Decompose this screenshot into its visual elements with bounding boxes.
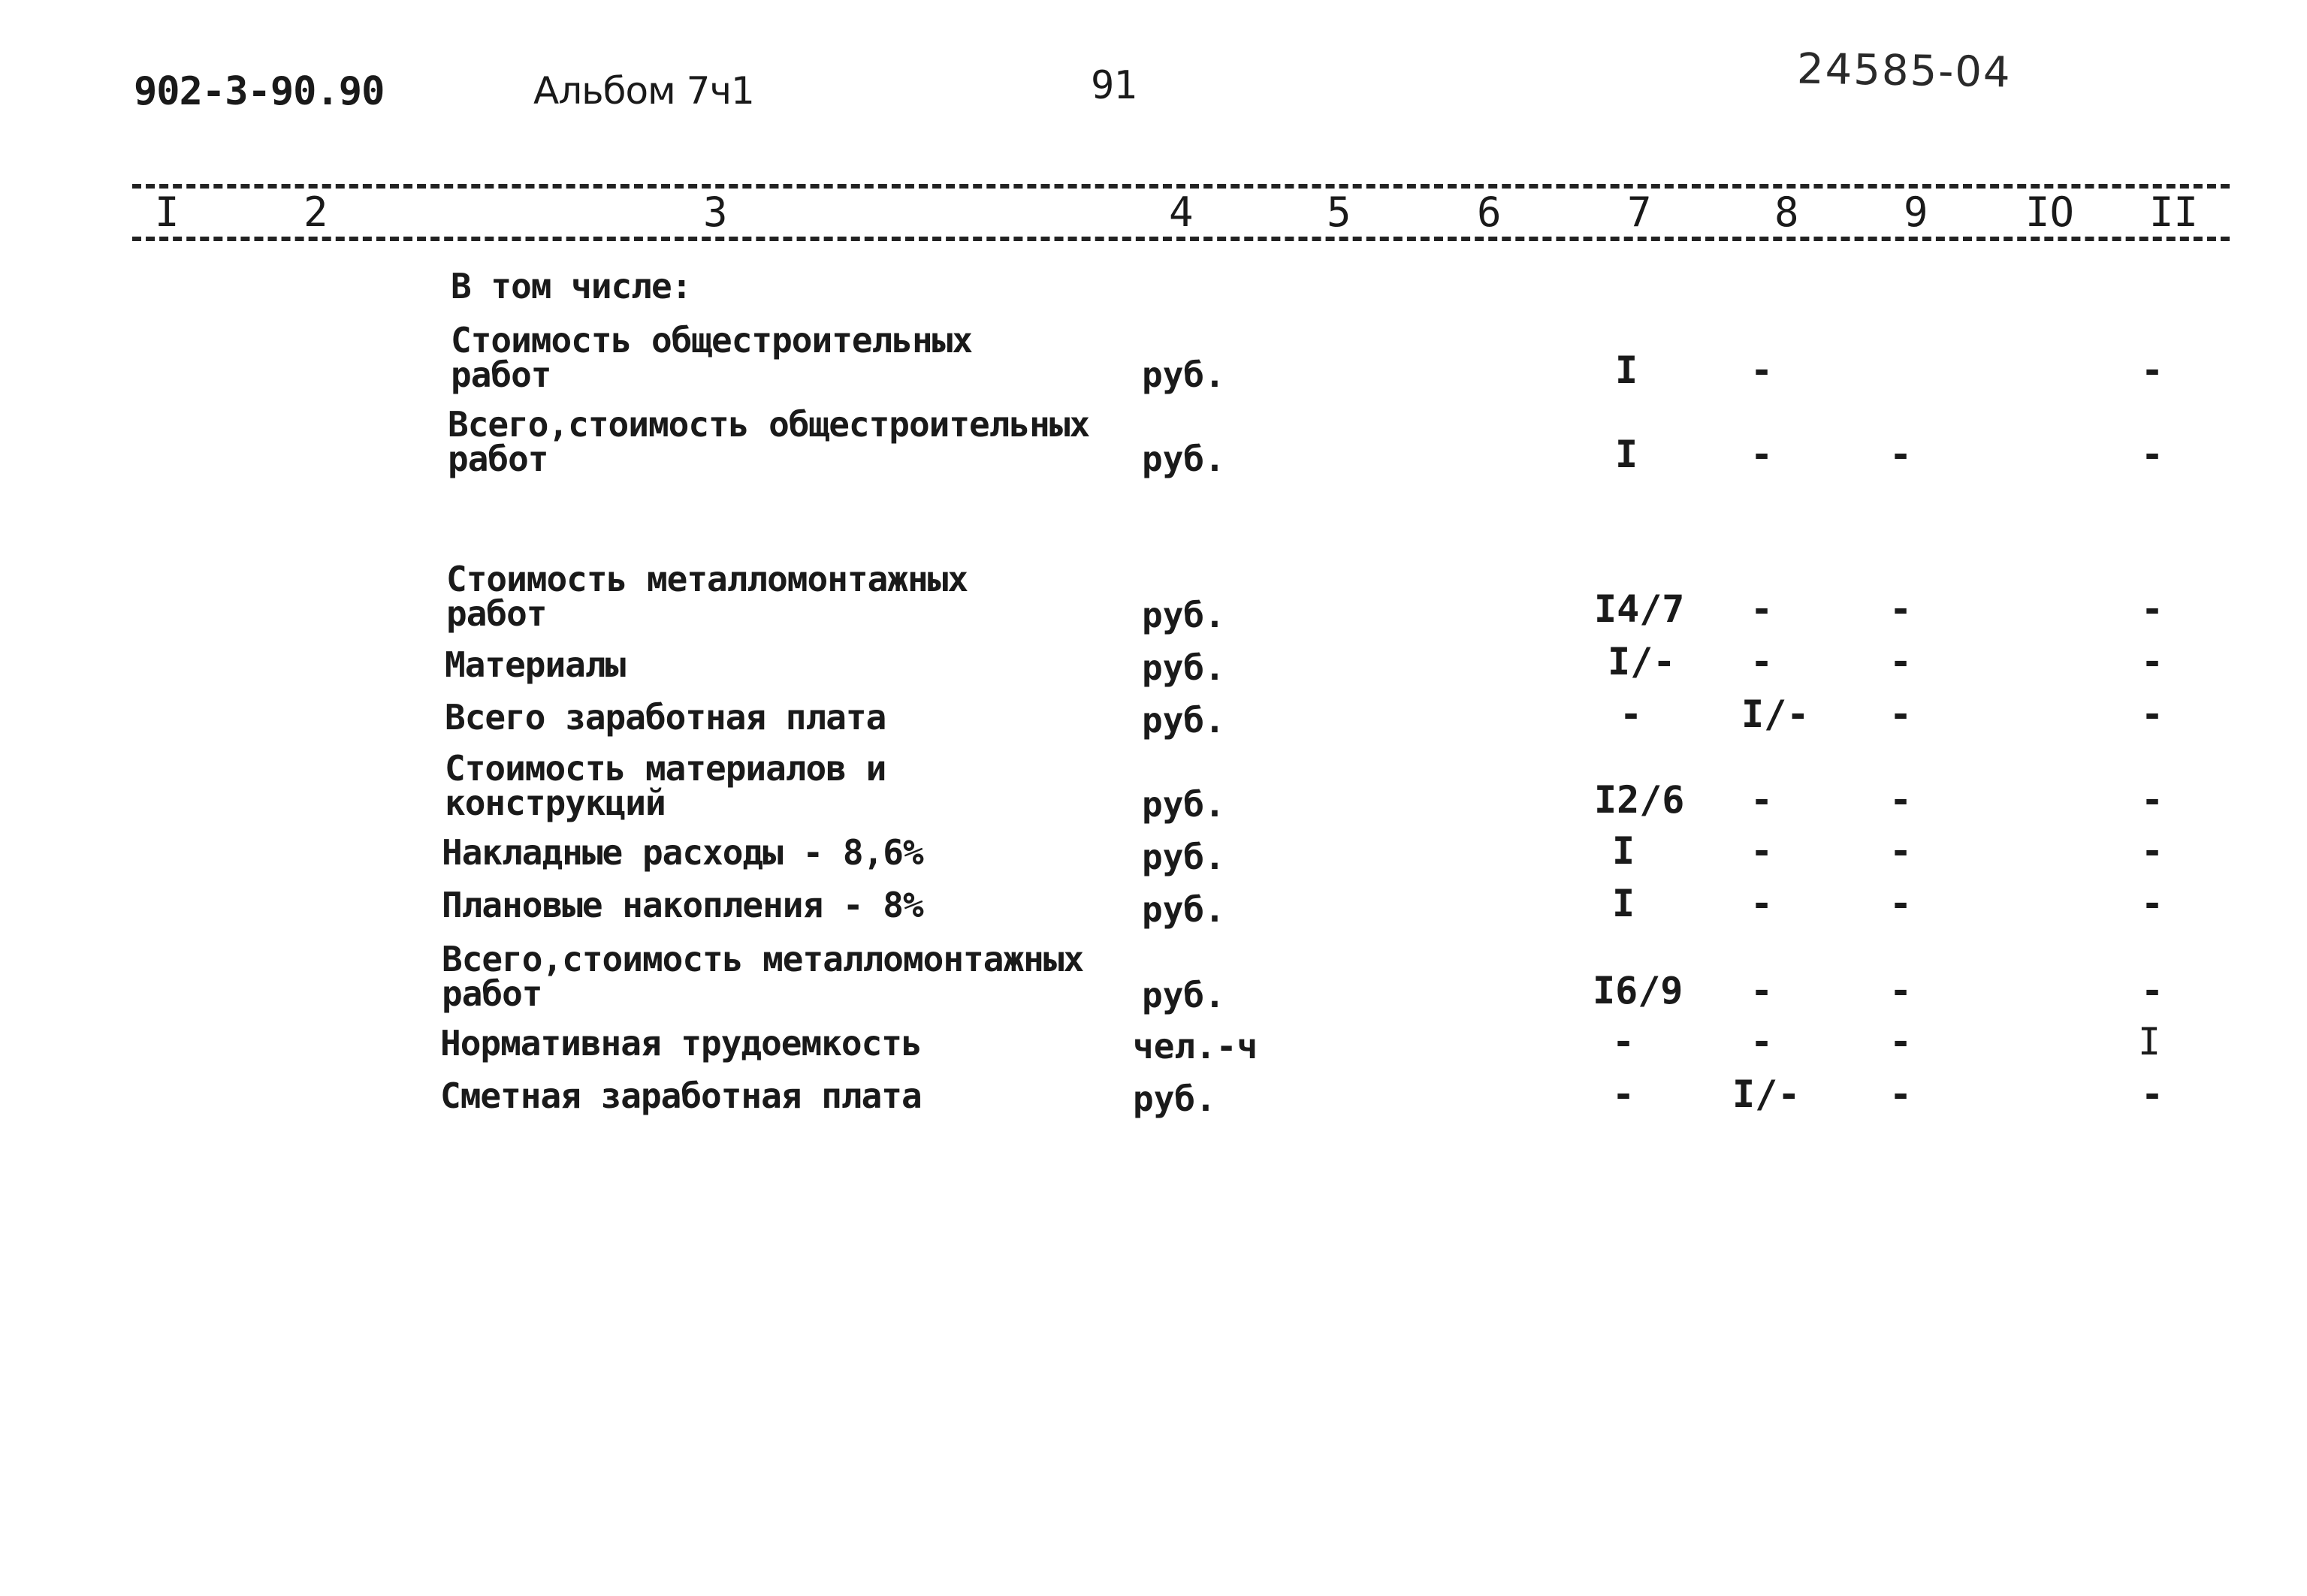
- unit-cell: руб.: [1142, 354, 1225, 395]
- col9-cell: -: [1889, 778, 1913, 822]
- row-label-line-1: Нормативная трудоемкость: [440, 1023, 922, 1063]
- column-number-5: 5: [1322, 189, 1356, 236]
- col7-cell: I: [1615, 433, 1638, 476]
- unit-cell: руб.: [1142, 700, 1225, 741]
- col8-cell: I/-: [1741, 692, 1810, 736]
- col11-cell: I: [2138, 1020, 2161, 1063]
- unit-cell: руб.: [1142, 889, 1225, 930]
- row-label: [451, 320, 973, 395]
- col8-cell: -: [1750, 640, 1774, 683]
- row-label-line-2: работ: [448, 439, 548, 479]
- col7-cell: I4/7: [1594, 587, 1685, 631]
- col7-cell: -: [1620, 692, 1643, 736]
- col8-cell: -: [1750, 778, 1774, 822]
- row-label-line-2: работ: [446, 593, 547, 634]
- unit-cell: руб.: [1142, 784, 1225, 825]
- col11-cell: -: [2141, 882, 2164, 925]
- col9-cell: -: [1889, 829, 1913, 873]
- col8-cell: -: [1750, 882, 1774, 925]
- row-label: [446, 559, 968, 634]
- column-number-6: 6: [1472, 189, 1506, 236]
- column-number-10: IO: [2021, 189, 2079, 236]
- col11-cell: -: [2141, 692, 2164, 736]
- row-label: [440, 1076, 922, 1116]
- col7-cell: I: [1615, 348, 1638, 392]
- col8-cell: -: [1750, 969, 1774, 1012]
- unit-cell: руб.: [1142, 595, 1225, 635]
- col9-cell: -: [1889, 640, 1913, 683]
- col9-cell: -: [1889, 692, 1913, 736]
- row-label-line-1: Накладные расходы - 8,6%: [442, 832, 923, 873]
- row-label: [445, 748, 886, 823]
- col7-cell: I2/6: [1594, 778, 1685, 822]
- row-label-line-1: Плановые накопления - 8%: [442, 885, 923, 925]
- col11-cell: -: [2141, 969, 2164, 1012]
- row-label-line-1: Стоимость металломонтажных: [446, 559, 968, 599]
- col7-cell: -: [1612, 1073, 1635, 1116]
- col11-cell: -: [2141, 640, 2164, 683]
- row-label: [448, 404, 1090, 479]
- column-number-4: 4: [1164, 189, 1198, 236]
- col9-cell: -: [1889, 969, 1913, 1012]
- row-label: [442, 832, 923, 873]
- col7-cell: I6/9: [1593, 969, 1683, 1012]
- row-label-line-1: Всего,стоимость общестроительных: [448, 404, 1090, 445]
- row-label-line-2: работ: [442, 973, 542, 1014]
- column-number-9: 9: [1899, 189, 1933, 236]
- col9-cell: -: [1889, 1020, 1913, 1063]
- col9-cell: -: [1889, 882, 1913, 925]
- album-label: Альбом 7ч1: [533, 69, 754, 113]
- col7-cell: I/-: [1608, 640, 1676, 683]
- unit-cell: руб.: [1142, 439, 1225, 479]
- column-number-7: 7: [1623, 189, 1656, 236]
- handwritten-code: 24585-04: [1796, 44, 2013, 98]
- col7-cell: -: [1612, 1020, 1635, 1063]
- row-label-line-1: Стоимость материалов и: [445, 748, 886, 789]
- col8-cell: -: [1750, 587, 1774, 631]
- row-label: [440, 1023, 922, 1063]
- header-rule-bottom: [132, 237, 2230, 241]
- row-label-line-1: Сметная заработная плата: [440, 1076, 922, 1116]
- unit-cell: чел.-ч: [1133, 1026, 1258, 1067]
- document-code: 902-3-90.90: [134, 69, 385, 114]
- col11-cell: -: [2141, 348, 2164, 392]
- row-label: [445, 697, 886, 738]
- col9-cell: -: [1889, 587, 1913, 631]
- unit-cell: руб.: [1142, 975, 1225, 1015]
- column-number-1: I: [150, 189, 184, 236]
- row-label: [445, 644, 626, 685]
- column-number-3: 3: [699, 189, 732, 236]
- column-number-11: II: [2145, 189, 2203, 236]
- row-label-line-1: Материалы: [445, 644, 626, 685]
- col7-cell: I: [1612, 882, 1635, 925]
- col8-cell: -: [1750, 1020, 1774, 1063]
- row-label-line-1: Всего заработная плата: [445, 697, 886, 738]
- col9-cell: -: [1889, 433, 1913, 476]
- row-label-line-2: работ: [451, 354, 551, 395]
- section-heading: В том числе:: [451, 266, 692, 306]
- unit-cell: руб.: [1142, 837, 1225, 877]
- column-number-2: 2: [299, 189, 333, 236]
- col11-cell: -: [2141, 1073, 2164, 1116]
- row-label-line-1: Стоимость общестроительных: [451, 320, 973, 361]
- page-number: 91: [1091, 63, 1137, 108]
- col7-cell: I: [1612, 829, 1635, 873]
- col11-cell: -: [2141, 587, 2164, 631]
- row-label-line-2: конструкций: [445, 783, 666, 823]
- col8-cell: I/-: [1732, 1073, 1801, 1116]
- row-label: [442, 885, 923, 925]
- col11-cell: -: [2141, 778, 2164, 822]
- row-label: [442, 939, 1084, 1014]
- unit-cell: руб.: [1142, 647, 1225, 688]
- col8-cell: -: [1750, 829, 1774, 873]
- row-label-line-1: Всего,стоимость металломонтажных: [442, 939, 1084, 979]
- column-number-8: 8: [1770, 189, 1804, 236]
- col11-cell: -: [2141, 829, 2164, 873]
- col8-cell: -: [1750, 433, 1774, 476]
- col9-cell: -: [1889, 1073, 1913, 1116]
- col11-cell: -: [2141, 433, 2164, 476]
- col8-cell: -: [1750, 348, 1774, 392]
- unit-cell: руб.: [1133, 1079, 1216, 1119]
